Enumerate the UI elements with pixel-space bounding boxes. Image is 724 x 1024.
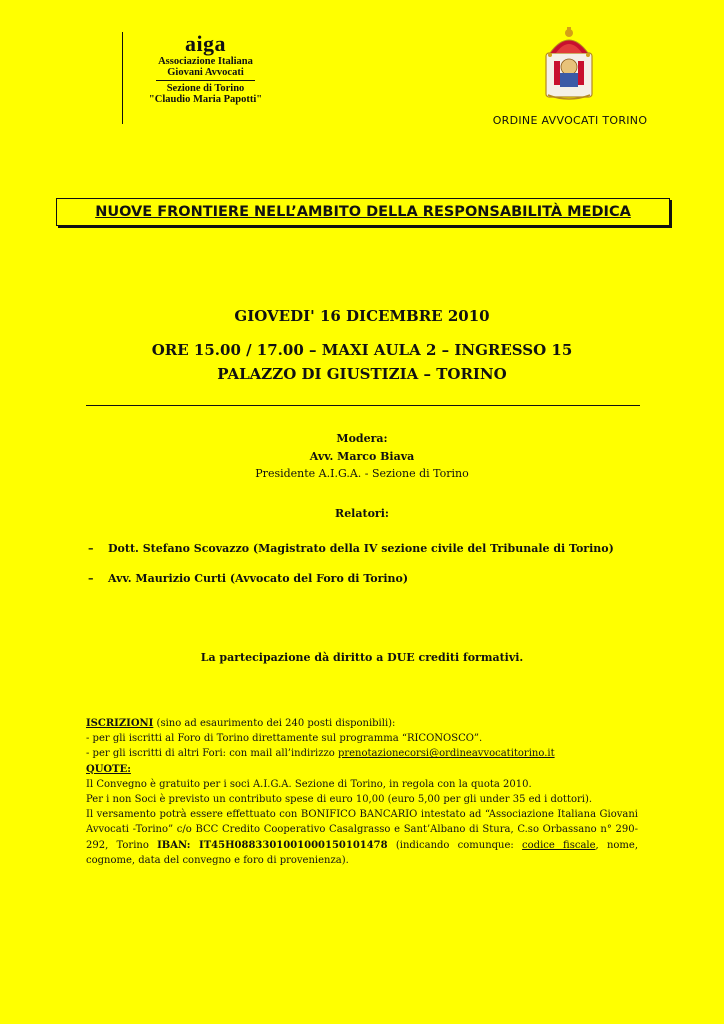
speaker-item [88,572,408,585]
registration-heading-note: (sino ad esaurimento dei 240 posti disponibili): [153,718,396,729]
speakers-label: Relatori: [335,507,389,520]
moderator-role: Presidente A.I.G.A. - Sezione di Torino [255,467,469,480]
registration-info [86,716,638,868]
aiga-logo-line2: Giovani Avvocati [167,67,244,79]
speaker-text: Dott. Stefano Scovazzo (Magistrato della IV sezione civile del Tribunale di Torino) [108,542,614,555]
aiga-logo-line3: Sezione di Torino [166,83,245,95]
aiga-logo-line1: Associazione Italiana [158,56,253,68]
credits-note: La partecipazione dà diritto a DUE crediti formativi. [200,651,524,664]
payment-text-b: (indicando comunque: [387,839,523,851]
registration-line2-prefix: - per gli iscritti di altri Fori: con mail all’indirizzo [86,748,338,760]
quote-line1: Il Convegno è gratuito per i soci A.I.G.A. Sezione di Torino, in regola con la quota 2010. [86,778,532,790]
payment-text-a: Il versamento potrà essere effettuato con BONIFICO BANCARIO intestato ad “Associazione Italiana Giovani Avvocati -Torino” c/o BCC Credito Cooperativo Casalgrasso e Sant’Albano di Stura, C.so Orbassano n° 290-292, Torino [86,809,638,851]
aiga-logo [122,32,288,124]
registration-heading: ISCRIZIONI [86,718,154,729]
moderator-label: Modera: [336,432,388,445]
event-date: GIOVEDI' 16 DICEMBRE 2010 [234,307,490,325]
speaker-text: Avv. Maurizio Curti (Avvocato del Foro di Torino) [108,572,409,585]
payment-text-c: , nome, cognome, data del convegno e foro di provenienza). [86,839,639,866]
aiga-logo-divider [156,80,255,81]
quote-line2: Per i non Soci è previsto un contributo spese di euro 10,00 (euro 5,00 per gli under 35 ed i dottori). [86,794,593,806]
speaker-bullet: – [88,572,94,585]
aiga-logo-name: aiga [184,31,227,56]
ordine-label: ORDINE AVVOCATI TORINO [492,114,648,127]
moderator-name: Avv. Marco Biava [309,450,415,463]
registration-line2 [86,746,638,761]
payment-text [86,807,638,868]
quote-heading: QUOTE: [86,763,131,775]
title-box [56,198,670,226]
speaker-item [88,542,614,555]
registration-heading-line [86,716,638,731]
event-place: PALAZZO DI GIUSTIZIA – TORINO [217,365,507,383]
registration-email-link[interactable]: prenotazionecorsi@ordineavvocatitorino.it [337,748,555,760]
registration-line1: - per gli iscritti al Foro di Torino direttamente sul programma “RICONOSCO”. [86,733,483,745]
payment-iban: IBAN: IT45H0883301001000150101478 [157,839,388,851]
speaker-bullet: – [88,542,94,555]
payment-codice-fiscale: codice fiscale [522,839,596,851]
event-hours: ORE 15.00 / 17.00 – MAXI AULA 2 – INGRESSO 15 [151,341,573,359]
event-title: NUOVE FRONTIERE NELL’AMBITO DELLA RESPONSABILITÀ MEDICA [95,204,631,220]
divider-line [86,405,640,406]
ordine-crest-icon [540,23,598,107]
aiga-logo-line4: "Claudio Maria Papotti" [148,94,263,106]
